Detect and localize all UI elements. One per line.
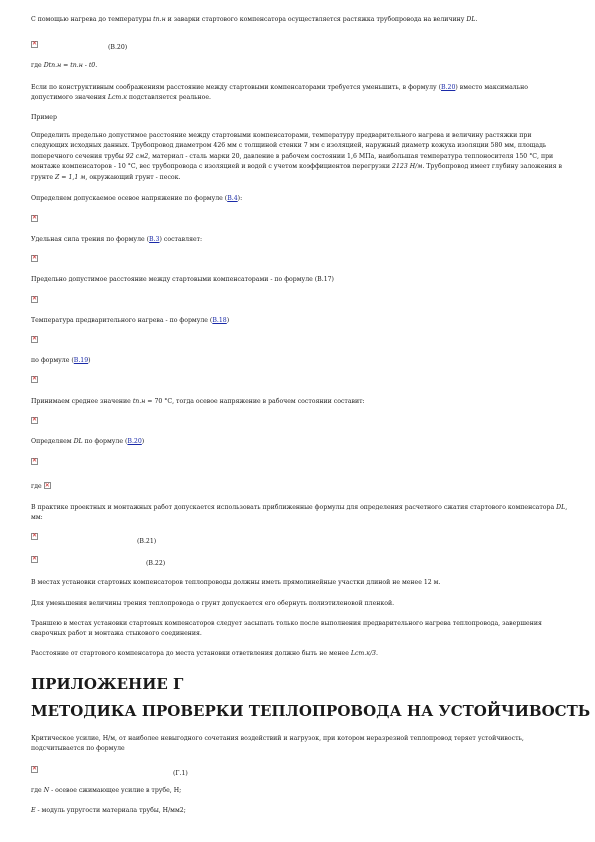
equation-link[interactable]: В.4	[227, 195, 238, 202]
appendix-title: ПРИЛОЖЕНИЕ Г	[31, 675, 184, 693]
where-dt-line: где Dtn.н = tn.н - t0.	[31, 62, 98, 69]
equation-link[interactable]: В.19	[73, 357, 89, 364]
places-paragraph: В местах установки стартовых компенсаторов теплопроводы должны иметь прямолинейные участки длиной не менее 12 м.	[31, 579, 441, 586]
equation-link[interactable]: В.3	[149, 236, 160, 243]
trench-paragraph: Траншею в местах установки стартовых компенсаторов следует засыпать только после выполнения предварительного нагрева теплопровода, завершения сварочных работ и монтажа стыкового соединения.	[31, 620, 542, 638]
step-friction-force: Удельная сила трения по формуле (В.3) составляет:	[31, 236, 203, 243]
appendix-subtitle: МЕТОДИКА ПРОВЕРКИ ТЕПЛОПРОВОДА НА УСТОЙЧИВОСТЬ	[31, 702, 591, 720]
formula-image-placeholder	[31, 255, 38, 262]
definition-n: где N - осевое сжимающее усилие в трубе, Н;	[31, 787, 182, 794]
equation-link[interactable]: В.20	[441, 84, 456, 91]
equation-number: (Г.1)	[173, 770, 188, 777]
example-paragraph: Определить предельно допустимое расстояние между стартовыми компенсаторами, температуру предварительного нагрева и величину растяжки при следующих исходных данных. Трубопровод диаметром 426 мм с толщиной стенки 7 мм с изоляцией, наружный диаметр кожуха изоляции 580 мм, площадь поперечного сечения трубы 92 см2, материал - сталь марки 20, давление в рабочем состоянии 1,6 МПа, наибольшая температура теплоносителя 150 °С, при монтаже компенсаторов - 10 °С, вес трубопровода с изоляцией и водой с учетом коэффициентов перегрузки 2123 Н/м. Трубопровод имеет глубину заложения в грунте Z = 1,1 м, окружающий грунт - песок.	[31, 132, 562, 181]
formula-image-placeholder	[31, 296, 38, 303]
step-allowable-stress: Определяем допускаемое осевое напряжение по формуле (В.4):	[31, 195, 243, 202]
formula-image-placeholder	[31, 215, 38, 222]
practice-paragraph: В практике проектных и монтажных работ допускается использовать приближенные формулы для определения расчетного сжатия стартового компенсатора DL, мм:	[31, 504, 568, 522]
step-preheat-temp: Температура предварительного нагрева - по формуле (В.18)	[31, 317, 230, 324]
formula-image-placeholder	[31, 533, 38, 540]
formula-image-placeholder	[44, 482, 51, 489]
example-label: Пример	[31, 114, 57, 121]
formula-image-placeholder	[31, 336, 38, 343]
definition-e: E - модуль упругости материала трубы, Н/мм2;	[31, 807, 186, 814]
equation-link[interactable]: В.18	[212, 317, 227, 324]
equation-link[interactable]: В.20	[127, 438, 142, 445]
formula-image-placeholder	[31, 417, 38, 424]
step-max-distance: Предельно допустимое расстояние между стартовыми компенсаторами - по формуле (В.17)	[31, 276, 334, 283]
step-determine-dl: Определяем DL по формуле (В.20)	[31, 438, 145, 445]
constructive-paragraph: Если по конструктивным соображениям расстояние между стартовыми компенсаторами требуется уменьшить, в формулу (В.20) вместо максимально допустимого значения Lст.к подставляется реальное.	[31, 84, 528, 102]
step-mean-temp: Принимаем среднее значение tn.н = 70 °С, тогда осевое напряжение в рабочем состоянии составит:	[31, 398, 365, 405]
where-line: где ✕	[31, 481, 569, 492]
formula-image-placeholder	[31, 458, 38, 465]
formula-image-placeholder	[31, 376, 38, 383]
intro-paragraph: С помощью нагрева до температуры tn.н и заварки стартового компенсатора осуществляется растяжка трубопровода на величину DL.	[31, 16, 478, 23]
critical-force-paragraph: Критическое усилие, Н/м, от наиболее невыгодного сочетания воздействий и нагрузок, при котором неразрезной теплопровод теряет устойчивость, подсчитывается по формуле	[31, 735, 524, 753]
equation-number: (В.21)	[137, 538, 157, 545]
formula-image-placeholder	[31, 766, 38, 773]
formula-image-placeholder	[31, 556, 38, 563]
reduce-friction-paragraph: Для уменьшения величины трения теплопровода о грунт допускается его обернуть полиэтиленовой пленкой.	[31, 600, 395, 607]
distance-paragraph: Расстояние от стартового компенсатора до места установки ответвления должно быть не менее Lст.к/3.	[31, 650, 378, 657]
equation-number: (В.22)	[146, 560, 166, 567]
step-formula-b19: по формуле (В.19)	[31, 357, 91, 364]
formula-image-placeholder	[31, 41, 38, 48]
equation-number: (В.20)	[108, 44, 128, 51]
